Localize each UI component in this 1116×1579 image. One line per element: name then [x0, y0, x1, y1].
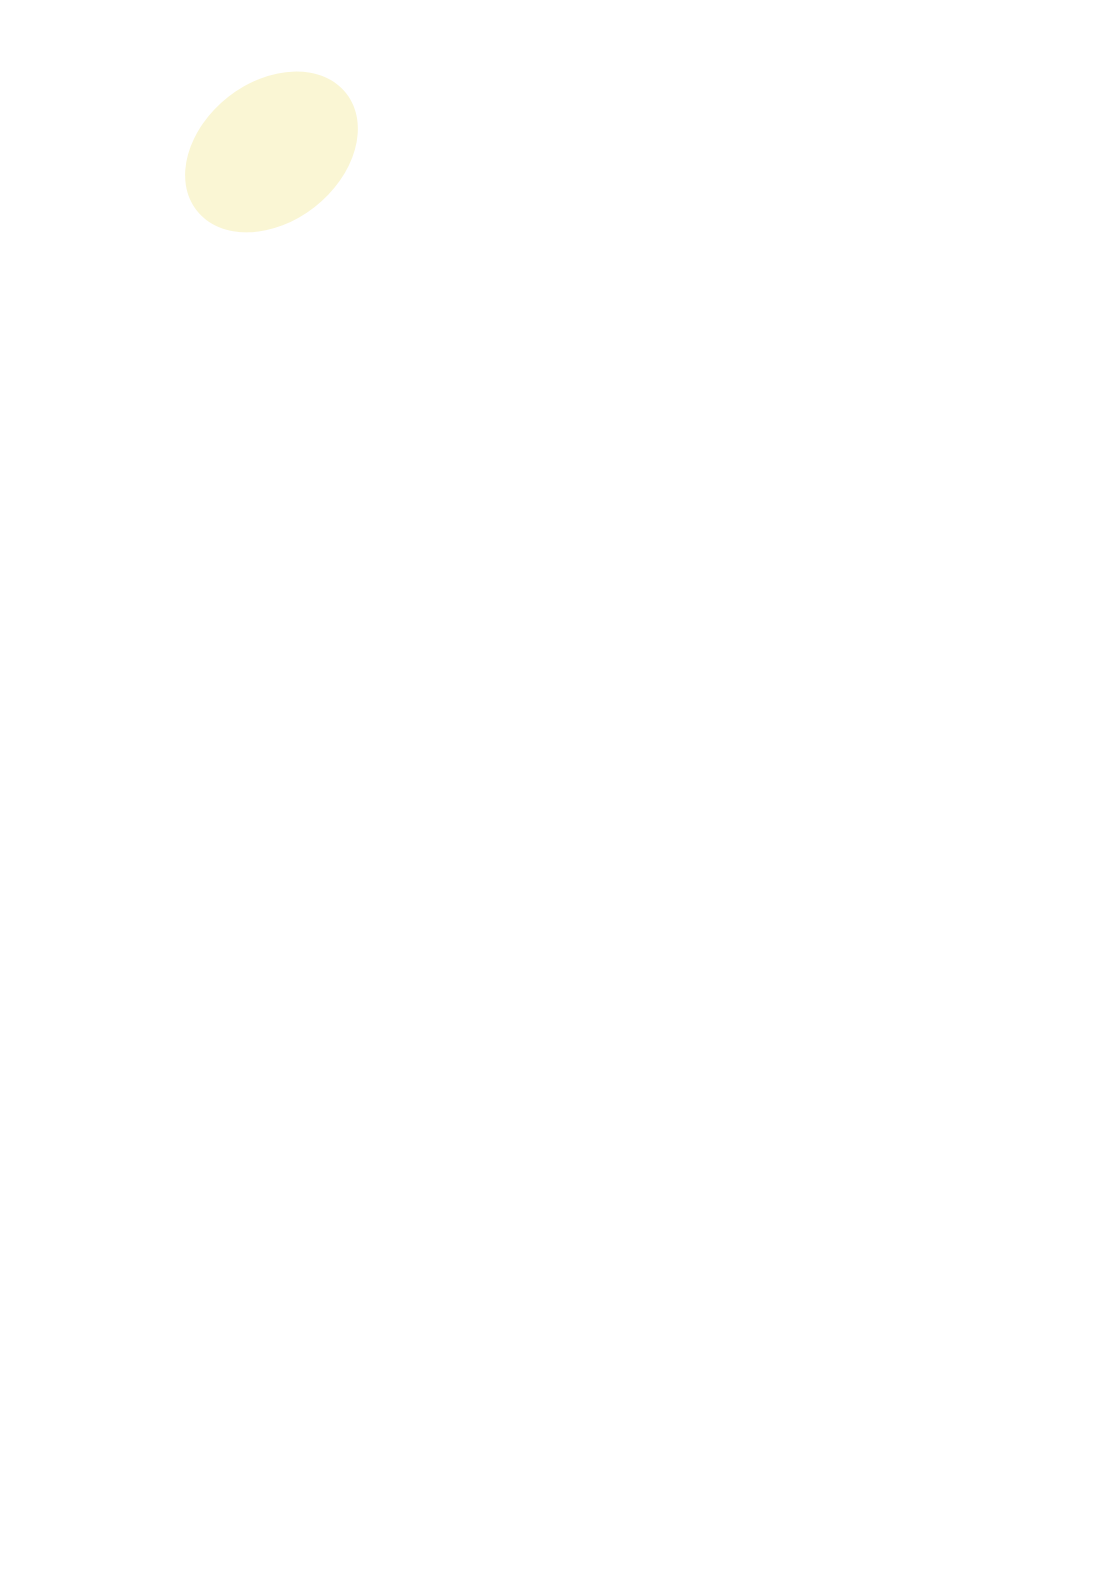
document-body	[107, 130, 1007, 145]
watermark-logo	[20, 30, 520, 530]
